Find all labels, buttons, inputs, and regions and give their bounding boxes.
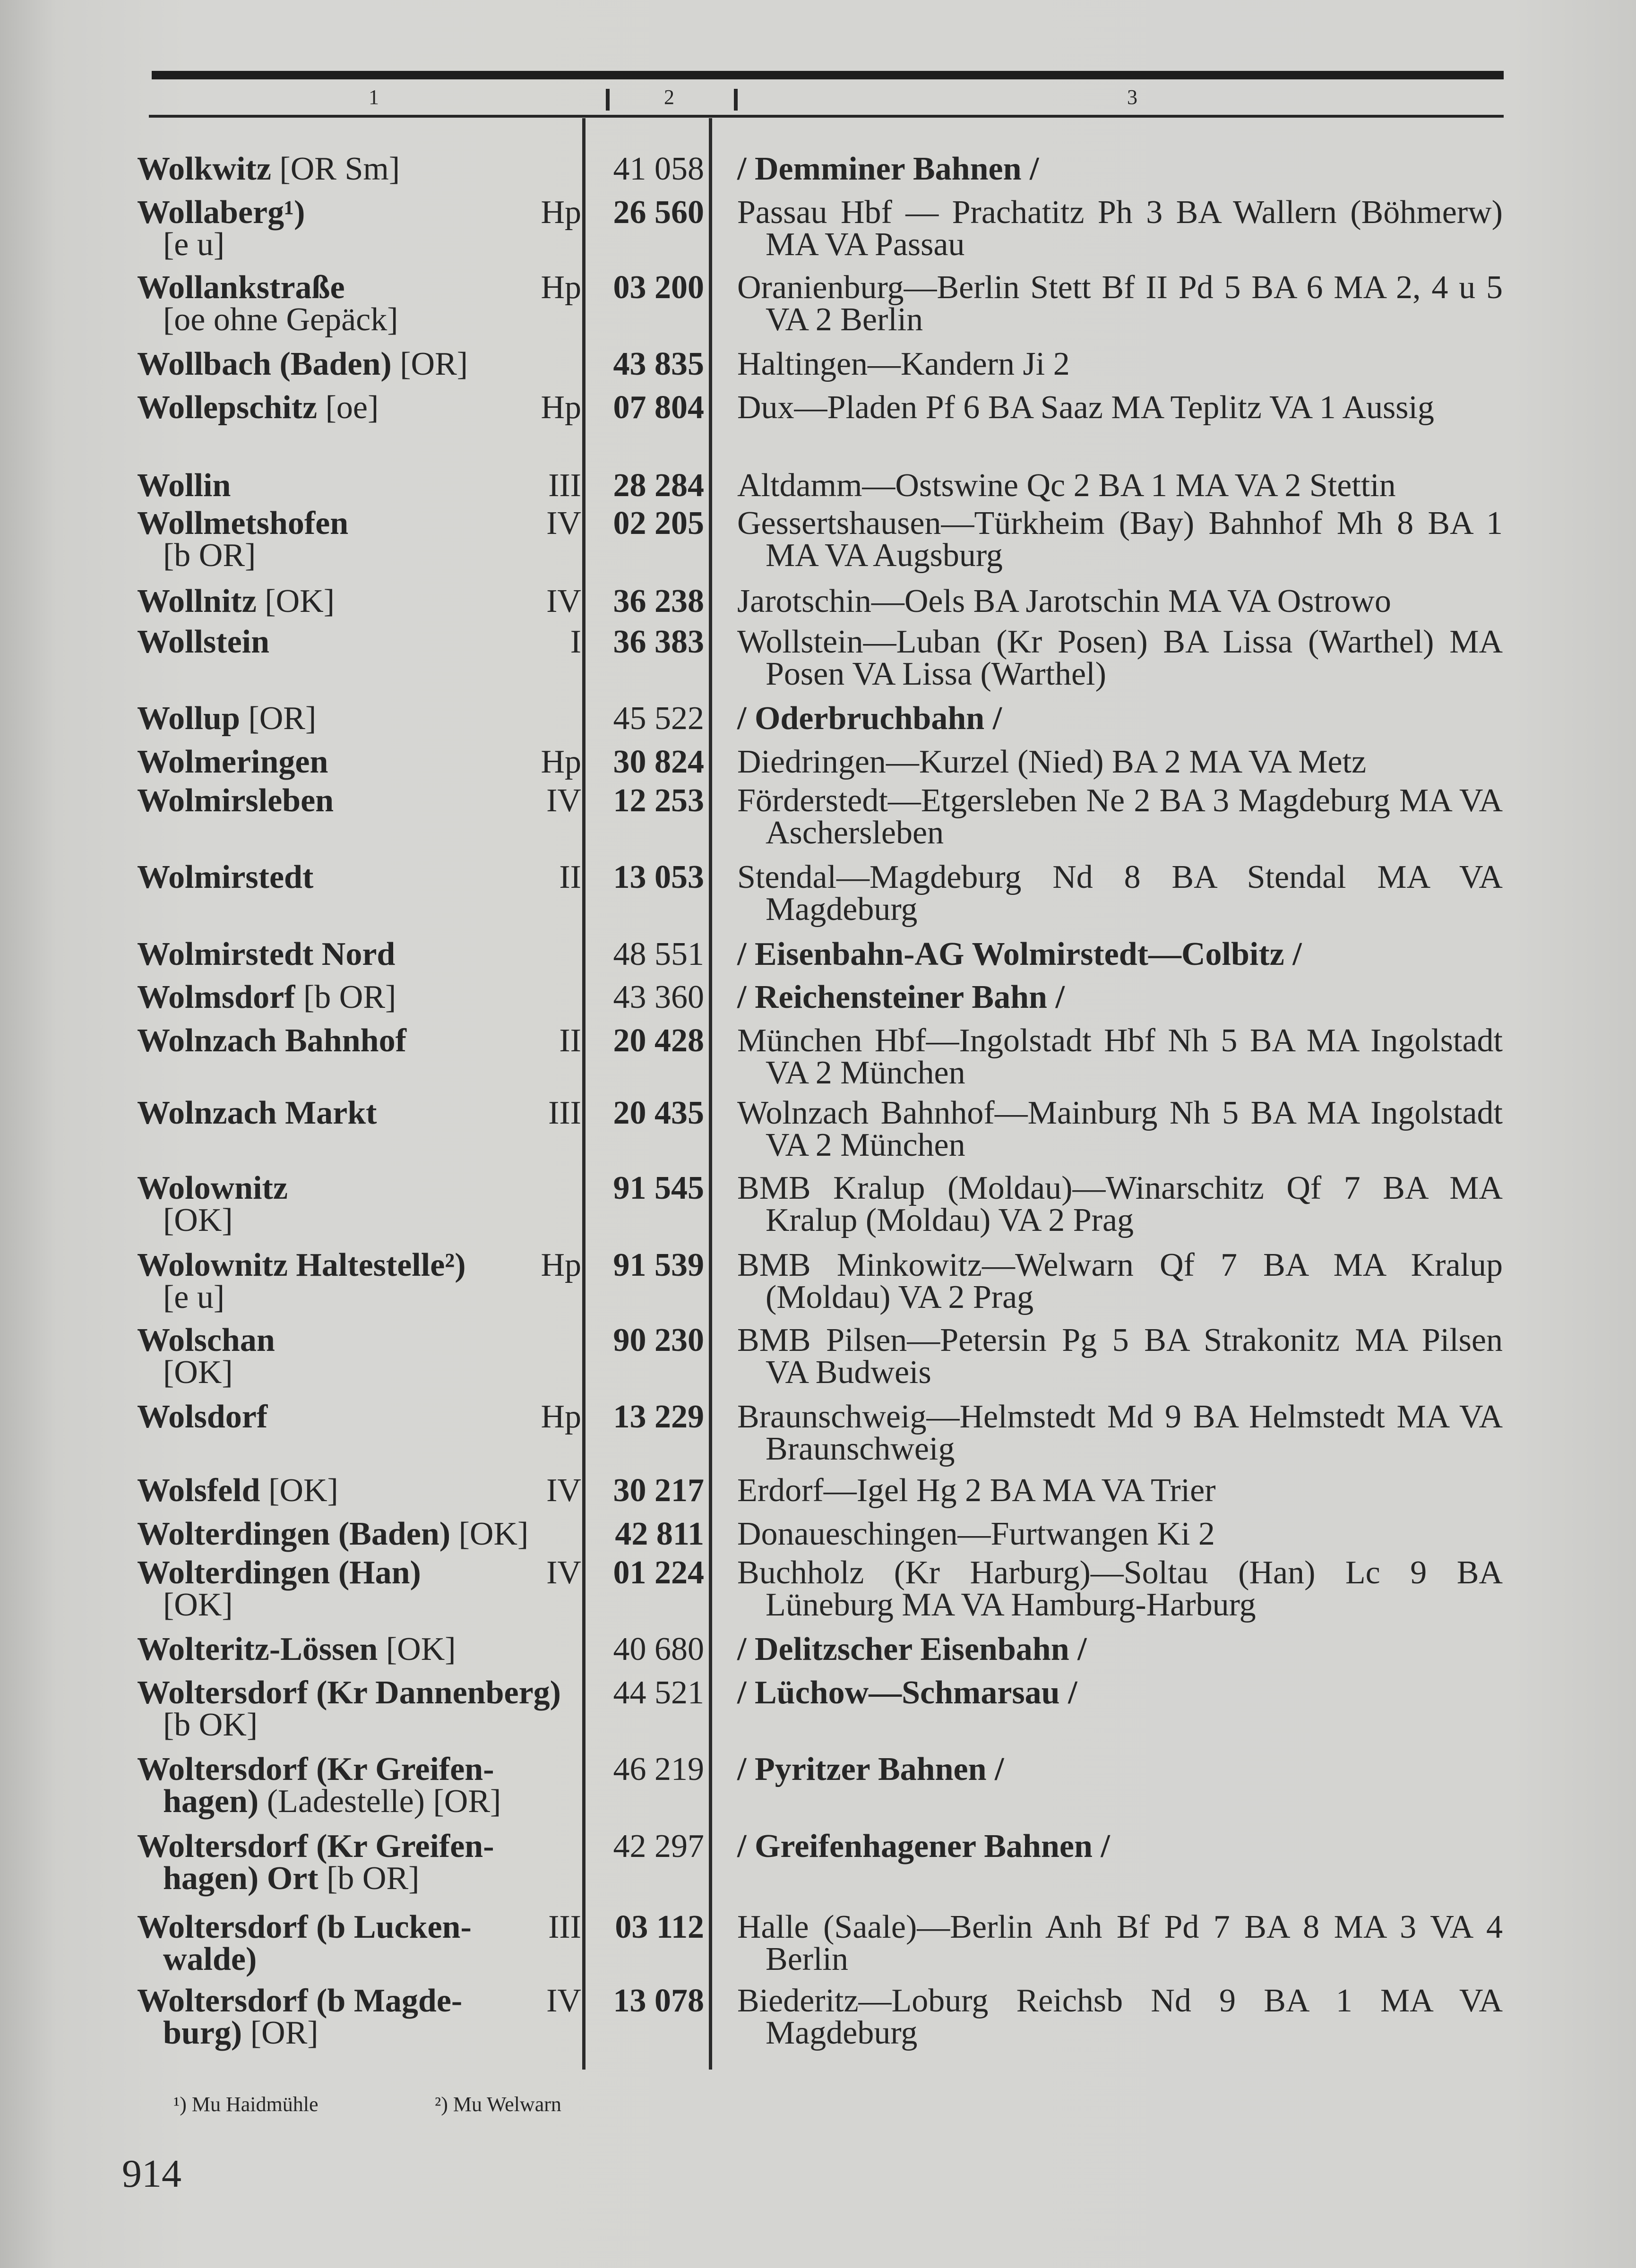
station-name: Wolterdingen (Baden) xyxy=(137,1516,451,1552)
route-description: Wollstein—Luban (Kr Posen) BA Lissa (Warthel) MA Posen VA Lissa (Warthel) xyxy=(737,624,1503,692)
station-name-cell xyxy=(137,1633,562,1666)
station-name-cell xyxy=(137,782,562,819)
station-qualifier-line2: [OR] xyxy=(242,2015,319,2051)
station-name-cell xyxy=(137,348,562,380)
station-name-cell xyxy=(137,1985,562,2049)
station-number: 36 383 xyxy=(613,624,704,660)
route-description: / Oderbruchbahn / xyxy=(737,700,1002,737)
route-description: BMB Pilsen—Petersin Pg 5 BA Strakonitz MA Pilsen VA Budweis xyxy=(737,1322,1503,1391)
station-name-continuation xyxy=(137,1354,562,1391)
station-qualifier-line2: [b OR] xyxy=(318,1860,420,1897)
column-header-3: 3 xyxy=(1127,86,1137,109)
route-description: / Pyritzer Bahnen / xyxy=(737,1751,1004,1787)
station-class: IV xyxy=(546,505,581,541)
station-name-cell xyxy=(137,700,562,737)
station-number: 13 229 xyxy=(613,1399,704,1435)
station-qualifier-line2: [OK] xyxy=(163,1354,233,1391)
station-name-cell xyxy=(137,981,562,1014)
station-class: IV xyxy=(546,583,581,619)
footnote-2: ²) Mu Welwarn xyxy=(435,2093,561,2116)
station-qualifier: [b OR] xyxy=(295,979,396,1015)
station-name-continuation xyxy=(137,301,562,338)
station-name-cell xyxy=(137,861,562,893)
station-name: Woltersdorf (Kr Greifen- xyxy=(137,1751,494,1787)
column-divider-2 xyxy=(709,118,712,2070)
station-name-cell xyxy=(137,746,562,778)
station-number: 43 835 xyxy=(613,346,704,382)
station-name-cell xyxy=(137,507,562,572)
station-qualifier: [OR] xyxy=(391,346,468,382)
station-name: Wolmeringen xyxy=(137,744,328,780)
station-name-continuation xyxy=(137,537,562,574)
station-class: Hp xyxy=(541,744,581,780)
station-class: IV xyxy=(546,1472,581,1509)
route-description: Altdamm—Ostswine Qc 2 BA 1 MA VA 2 Stettin xyxy=(737,467,1396,504)
station-qualifier: [OK] xyxy=(450,1516,529,1552)
station-name: Wolownitz xyxy=(137,1170,288,1206)
station-name: Wolsfeld xyxy=(137,1472,260,1509)
route-description: Braunschweig—Helmstedt Md 9 BA Helmstedt MA VA Braunschweig xyxy=(737,1399,1503,1467)
station-name-continuation xyxy=(137,1204,562,1237)
station-name-line2: hagen) xyxy=(163,1783,259,1820)
route-description: Oranienburg—Berlin Stett Bf II Pd 5 BA 6 MA 2, 4 u 5 VA 2 Berlin xyxy=(737,269,1503,338)
station-number: 28 284 xyxy=(613,467,704,504)
station-name: Wollup xyxy=(137,700,240,737)
station-number: 01 224 xyxy=(613,1555,704,1591)
station-name: Wolkwitz xyxy=(137,151,271,187)
station-name-continuation xyxy=(137,1860,562,1897)
page-number: 914 xyxy=(122,2152,181,2196)
station-number: 13 053 xyxy=(613,859,704,895)
station-name-continuation xyxy=(137,1783,562,1820)
header-divider xyxy=(734,89,738,111)
route-description: Erdorf—Igel Hg 2 BA MA VA Trier xyxy=(737,1472,1216,1509)
station-name: Woltersdorf (b Lucken- xyxy=(137,1909,472,1945)
station-name-line2: hagen) Ort xyxy=(163,1860,319,1897)
station-name-continuation xyxy=(137,1589,562,1621)
route-description: Jarotschin—Oels BA Jarotschin MA VA Ostrowo xyxy=(737,583,1391,619)
route-description: Wolnzach Bahnhof—Mainburg Nh 5 BA MA Ingolstadt VA 2 München xyxy=(737,1095,1503,1163)
station-number: 48 551 xyxy=(613,936,704,972)
column-header-2: 2 xyxy=(664,86,674,109)
station-number: 91 545 xyxy=(613,1170,704,1206)
station-name-continuation xyxy=(137,226,562,263)
station-name-cell xyxy=(137,153,562,185)
station-name-cell xyxy=(137,1677,562,1741)
station-qualifier-line2: [OK] xyxy=(163,1202,233,1238)
station-name: Wolschan xyxy=(137,1322,275,1358)
station-name: Wolsdorf xyxy=(137,1399,268,1435)
station-name: Wolnzach Bahnhof xyxy=(137,1022,406,1059)
station-number: 43 360 xyxy=(613,979,704,1015)
route-description: Haltingen—Kandern Ji 2 xyxy=(737,346,1070,382)
station-number: 42 811 xyxy=(615,1516,704,1552)
station-class: Hp xyxy=(541,1247,581,1283)
station-number: 02 205 xyxy=(613,505,704,541)
station-qualifier-line2: [OK] xyxy=(163,1587,233,1623)
station-name: Woltersdorf (Kr Dannenberg) xyxy=(137,1675,561,1711)
station-name-continuation xyxy=(137,2017,562,2049)
station-name: Wollbach (Baden) xyxy=(137,346,392,382)
station-name: Wollepschitz xyxy=(137,389,318,426)
column-divider-1 xyxy=(582,118,586,2070)
station-class: III xyxy=(548,1909,581,1945)
station-name-line2: walde) xyxy=(163,1941,257,1977)
station-class: IV xyxy=(546,1555,581,1591)
route-description: / Lüchow—Schmarsau / xyxy=(737,1675,1077,1711)
station-name: Wolmirstedt Nord xyxy=(137,936,396,972)
station-qualifier: [OK] xyxy=(378,1631,456,1667)
station-name-cell xyxy=(137,1518,562,1550)
route-description: München Hbf—Ingolstadt Hbf Nh 5 BA MA Ingolstadt VA 2 München xyxy=(737,1022,1503,1091)
station-name-cell xyxy=(137,1830,562,1895)
station-name: Wollin xyxy=(137,467,231,504)
route-description: / Greifenhagener Bahnen / xyxy=(737,1828,1110,1864)
station-class: IV xyxy=(546,782,581,819)
station-number: 07 804 xyxy=(613,389,704,426)
station-number: 91 539 xyxy=(613,1247,704,1283)
station-number: 12 253 xyxy=(613,782,704,819)
station-name: Wollmetshofen xyxy=(137,505,349,541)
station-qualifier-line2: [b OR] xyxy=(163,537,256,574)
station-name-cell xyxy=(137,1022,562,1059)
station-name: Wolownitz Haltestelle²) xyxy=(137,1247,466,1283)
station-name: Wollstein xyxy=(137,624,270,660)
station-class: III xyxy=(548,1095,581,1131)
station-class: II xyxy=(559,859,581,895)
station-name: Woltersdorf (Kr Greifen- xyxy=(137,1828,494,1864)
route-description: Stendal—Magdeburg Nd 8 BA Stendal MA VA Magdeburg xyxy=(737,859,1503,928)
route-description: Dux—Pladen Pf 6 BA Saaz MA Teplitz VA 1 Aussig xyxy=(737,389,1434,426)
station-name: Wolmsdorf xyxy=(137,979,295,1015)
station-name: Wolmirstedt xyxy=(137,859,314,895)
station-number: 30 217 xyxy=(613,1472,704,1509)
station-name-cell xyxy=(137,467,562,504)
station-number: 36 238 xyxy=(613,583,704,619)
station-name-cell xyxy=(137,1324,562,1389)
station-name-cell xyxy=(137,1472,562,1509)
header-top-rule xyxy=(152,71,1504,79)
station-qualifier-line2: [e u] xyxy=(163,1279,225,1315)
station-qualifier-line2: (Ladestelle) [OR] xyxy=(258,1783,501,1820)
station-name: Wolnzach Markt xyxy=(137,1095,377,1131)
station-qualifier: [oe] xyxy=(317,389,379,426)
station-name-cell xyxy=(137,1172,562,1237)
station-name: Wollnitz xyxy=(137,583,257,619)
station-number: 42 297 xyxy=(613,1828,704,1864)
station-qualifier: [OK] xyxy=(260,1472,338,1509)
station-class: Hp xyxy=(541,194,581,231)
station-number: 03 200 xyxy=(613,269,704,306)
station-name: Wollankstraße xyxy=(137,269,345,306)
route-description: Donaueschingen—Furtwangen Ki 2 xyxy=(737,1516,1215,1552)
station-name-cell xyxy=(137,1753,562,1818)
column-header-1: 1 xyxy=(369,86,379,109)
station-qualifier-line2: [b OK] xyxy=(163,1707,258,1743)
station-name-continuation xyxy=(137,1943,562,1976)
station-class: Hp xyxy=(541,269,581,306)
route-description: BMB Minkowitz—Welwarn Qf 7 BA MA Kralup (Moldau) VA 2 Prag xyxy=(737,1247,1503,1315)
route-description: Diedringen—Kurzel (Nied) BA 2 MA VA Metz xyxy=(737,744,1367,780)
route-description: Passau Hbf — Prachatitz Ph 3 BA Wallern (Böhmerw) MA VA Passau xyxy=(737,194,1503,263)
station-number: 46 219 xyxy=(613,1751,704,1787)
station-name-cell xyxy=(137,1557,562,1621)
station-name: Wolterdingen (Han) xyxy=(137,1555,421,1591)
station-class: Hp xyxy=(541,1399,581,1435)
station-name-cell xyxy=(137,938,562,971)
station-name-continuation xyxy=(137,1281,562,1314)
route-description: BMB Kralup (Moldau)—Winarschitz Qf 7 BA MA Kralup (Moldau) VA 2 Prag xyxy=(737,1170,1503,1238)
header-bottom-rule xyxy=(149,115,1504,118)
route-description: / Eisenbahn-AG Wolmirstedt—Colbitz / xyxy=(737,936,1302,972)
station-name-cell xyxy=(137,1249,562,1314)
station-name-line2: burg) xyxy=(163,2015,242,2051)
station-name: Wollaberg¹) xyxy=(137,194,305,231)
route-description: / Reichensteiner Bahn / xyxy=(737,979,1065,1015)
station-qualifier-line2: [e u] xyxy=(163,226,225,263)
header-divider xyxy=(606,89,610,111)
station-class: III xyxy=(548,467,581,504)
station-class: IV xyxy=(546,1983,581,2019)
station-number: 30 824 xyxy=(613,744,704,780)
station-name-cell xyxy=(137,1401,562,1433)
station-name-cell xyxy=(137,585,562,618)
station-number: 90 230 xyxy=(613,1322,704,1358)
station-class: II xyxy=(559,1022,581,1059)
station-qualifier: [OK] xyxy=(256,583,335,619)
route-description: Gessertshausen—Türkheim (Bay) Bahnhof Mh 8 BA 1 MA VA Augsburg xyxy=(737,505,1503,574)
station-number: 03 112 xyxy=(615,1909,704,1945)
station-name: Wolteritz-Lössen xyxy=(137,1631,378,1667)
station-qualifier-line2: [oe ohne Gepäck] xyxy=(163,301,398,338)
station-number: 26 560 xyxy=(613,194,704,231)
station-qualifier: [OR Sm] xyxy=(271,151,400,187)
station-name-cell xyxy=(137,626,562,658)
station-number: 20 428 xyxy=(613,1022,704,1059)
station-number: 40 680 xyxy=(613,1631,704,1667)
station-name: Woltersdorf (b Magde- xyxy=(137,1983,463,2019)
station-name: Wolmirsleben xyxy=(137,782,334,819)
station-class: Hp xyxy=(541,389,581,426)
route-description: Buchholz (Kr Harburg)—Soltau (Han) Lc 9 BA Lüneburg MA VA Hamburg-Harburg xyxy=(737,1555,1503,1623)
station-name-cell xyxy=(137,1911,562,1976)
route-description: Halle (Saale)—Berlin Anh Bf Pd 7 BA 8 MA 3 VA 4 Berlin xyxy=(737,1909,1503,1977)
route-description: / Delitzscher Eisenbahn / xyxy=(737,1631,1087,1667)
station-class: I xyxy=(570,624,581,660)
station-qualifier: [OR] xyxy=(240,700,317,737)
footnote-1: ¹) Mu Haidmühle xyxy=(173,2093,319,2116)
station-number: 45 522 xyxy=(613,700,704,737)
station-name-cell xyxy=(137,1097,562,1129)
station-name-continuation xyxy=(137,1709,562,1741)
station-number: 41 058 xyxy=(613,151,704,187)
station-number: 44 521 xyxy=(613,1675,704,1711)
station-number: 13 078 xyxy=(613,1983,704,2019)
station-number: 20 435 xyxy=(613,1095,704,1131)
route-description: Biederitz—Loburg Reichsb Nd 9 BA 1 MA VA Magdeburg xyxy=(737,1983,1503,2051)
route-description: / Demminer Bahnen / xyxy=(737,151,1039,187)
route-description: Förderstedt—Etgersleben Ne 2 BA 3 Magdeburg MA VA Aschersleben xyxy=(737,782,1503,851)
